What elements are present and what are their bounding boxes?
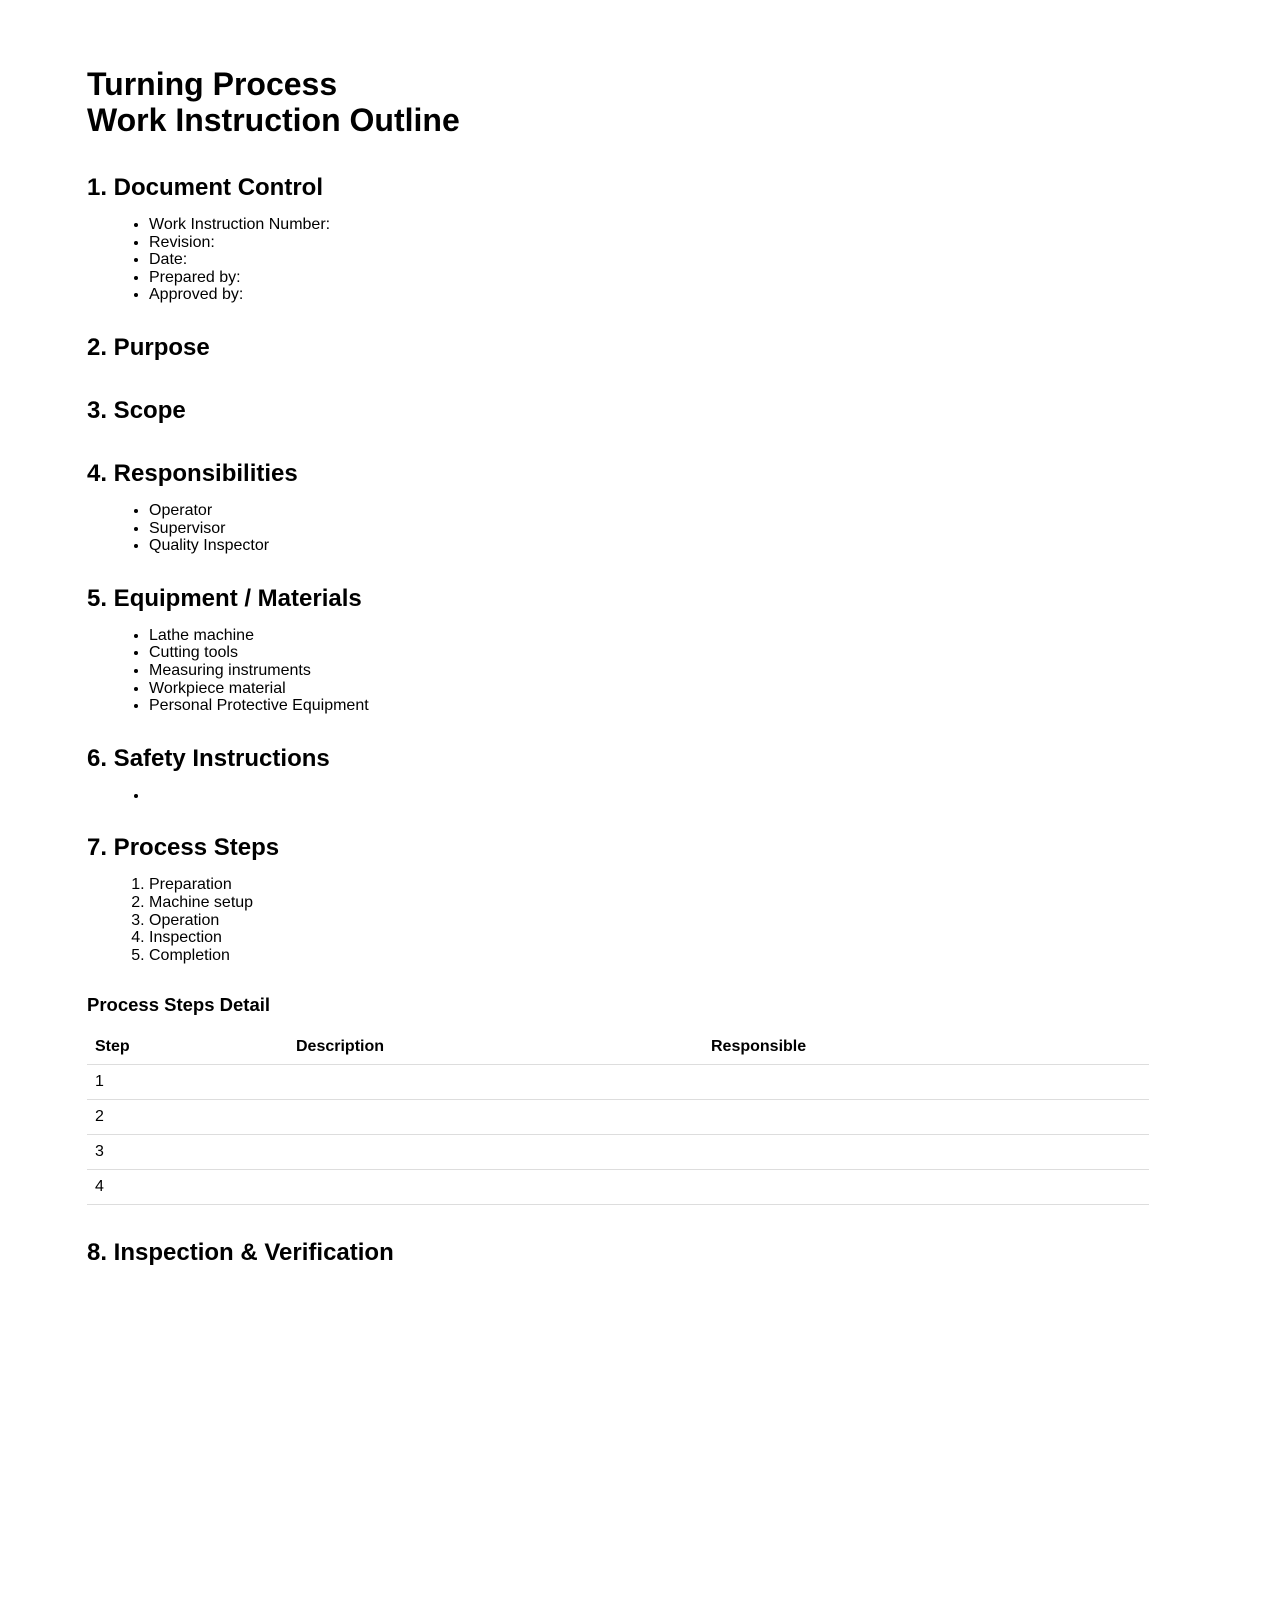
table-row bbox=[87, 1065, 1149, 1100]
column-header-responsible: Responsible bbox=[703, 1030, 1149, 1065]
list-item: • Revision: bbox=[149, 234, 1149, 252]
cell-description bbox=[288, 1100, 703, 1135]
list-item: • Work Instruction Number: bbox=[149, 216, 1149, 234]
section-inspection-verification bbox=[87, 1239, 1149, 1267]
table-row bbox=[87, 1135, 1149, 1170]
safety-list bbox=[87, 787, 1149, 805]
section-scope bbox=[87, 397, 1149, 425]
table-row bbox=[87, 1170, 1149, 1205]
list-item: • Supervisor bbox=[149, 520, 1149, 538]
table-row bbox=[87, 1100, 1149, 1135]
list-item: 1. Preparation bbox=[149, 876, 1149, 894]
cell-responsible bbox=[703, 1135, 1149, 1170]
list-item: 2. Machine setup bbox=[149, 894, 1149, 912]
process-steps-table bbox=[87, 1030, 1149, 1205]
section-heading: 1. Document Control bbox=[87, 174, 324, 201]
cell-responsible bbox=[703, 1065, 1149, 1100]
list-item: • Approved by: bbox=[149, 286, 1149, 304]
section-heading: 4. Responsibilities bbox=[87, 459, 298, 487]
list-item: 5. Completion bbox=[149, 947, 1149, 965]
list-item: • Personal Protective Equipment bbox=[149, 697, 1149, 715]
list-item: • Prepared by: bbox=[149, 269, 1149, 287]
list-item: • Cutting tools bbox=[149, 644, 1149, 662]
column-header-step: Step bbox=[87, 1030, 288, 1065]
cell-responsible bbox=[703, 1100, 1149, 1135]
section-heading: 8. Inspection & Verification bbox=[87, 1239, 394, 1267]
process-steps-list bbox=[87, 876, 1149, 964]
list-item-empty bbox=[149, 787, 1149, 805]
section-document-control bbox=[87, 174, 1149, 304]
section-safety-instructions bbox=[87, 745, 1149, 805]
cell-description bbox=[288, 1135, 703, 1170]
list-item: • Workpiece material bbox=[149, 680, 1149, 698]
cell-step: 3 bbox=[87, 1135, 288, 1170]
list-item: • Measuring instruments bbox=[149, 662, 1149, 680]
cell-step: 4 bbox=[87, 1170, 288, 1205]
process-detail-heading: Process Steps Detail bbox=[87, 994, 271, 1016]
list-item: • Lathe machine bbox=[149, 627, 1149, 645]
section-heading: 2. Purpose bbox=[87, 333, 210, 361]
section-process-steps bbox=[87, 834, 1149, 1205]
list-item: • Quality Inspector bbox=[149, 537, 1149, 555]
document-page bbox=[87, 66, 1149, 1272]
list-item: • Operator bbox=[149, 502, 1149, 520]
section-heading: 7. Process Steps bbox=[87, 834, 280, 862]
table-header-row bbox=[87, 1030, 1149, 1065]
cell-description bbox=[288, 1170, 703, 1205]
equipment-list bbox=[87, 627, 1149, 715]
section-equipment-materials bbox=[87, 585, 1149, 715]
section-heading: 5. Equipment / Materials bbox=[87, 584, 362, 612]
section-responsibilities bbox=[87, 460, 1149, 555]
column-header-description: Description bbox=[288, 1030, 703, 1065]
title-line-2: Work Instruction Outline bbox=[87, 102, 460, 138]
title-line-1: Turning Process bbox=[87, 66, 338, 102]
cell-responsible bbox=[703, 1170, 1149, 1205]
list-item: • Date: bbox=[149, 251, 1149, 269]
list-item: 3. Operation bbox=[149, 912, 1149, 930]
document-control-list bbox=[87, 216, 1149, 304]
responsibilities-list bbox=[87, 502, 1149, 555]
list-item: 4. Inspection bbox=[149, 929, 1149, 947]
section-purpose bbox=[87, 334, 1149, 362]
cell-step: 1 bbox=[87, 1065, 288, 1100]
document-title bbox=[87, 66, 1149, 138]
section-heading: 6. Safety Instructions bbox=[87, 744, 330, 772]
cell-step: 2 bbox=[87, 1100, 288, 1135]
section-heading: 3. Scope bbox=[87, 396, 186, 424]
cell-description bbox=[288, 1065, 703, 1100]
